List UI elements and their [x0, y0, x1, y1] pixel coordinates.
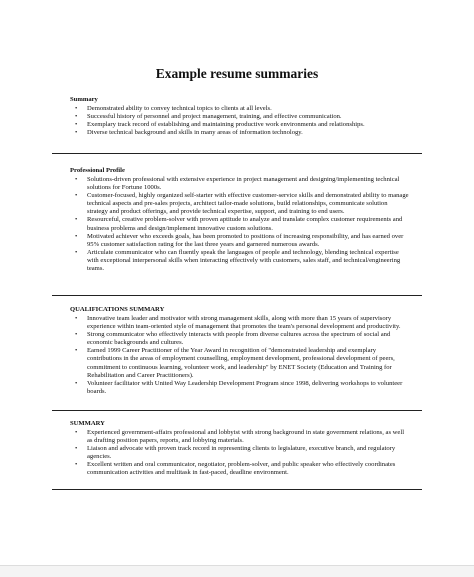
- bullet-icon: •: [75, 232, 78, 240]
- list-item: [70, 105, 410, 113]
- list-item: [70, 461, 410, 477]
- list-item-text: Customer-focused, highly organized self-starter with effective customer-service skills and demonstrated ability to manage technical aspects and pre-sales projects, architect tailor-made solutions, build relationships, communicate solution strategy and product offerings, and provide technical expertise, support, and training to end users.: [87, 192, 409, 216]
- bullet-icon: •: [75, 248, 78, 256]
- list-item-text: Experienced government-affairs professional and lobbyist with strong background in state government relations, as well as drafting position papers, reports, and lobbying materials.: [87, 429, 405, 445]
- list-item-text: Diverse technical background and skills in many areas of information technology.: [87, 129, 303, 137]
- summary-section: [70, 96, 410, 137]
- list-item: [70, 331, 410, 347]
- list-item-text: Exemplary track record of establishing and maintaining productive work environments and relationships.: [87, 121, 365, 129]
- section-divider: [52, 410, 422, 411]
- list-item: [70, 113, 410, 121]
- list-item: [70, 347, 410, 379]
- list-item: [70, 233, 410, 249]
- list-item-text: Motivated achiever who exceeds goals, has been promoted to positions of increasing responsibility, and has earned over 95% customer satisfaction rating for the last three years and garnered numerous awards.: [87, 232, 404, 248]
- bullet-icon: •: [75, 121, 78, 129]
- page-bottom-edge: [0, 565, 474, 577]
- list-item: [70, 176, 410, 192]
- list-item-text: Solutions-driven professional with extensive experience in project management and designing/implementing technical solutions for Fortune 1000s.: [87, 176, 400, 192]
- section-heading: Professional Profile: [70, 167, 125, 174]
- list-item: [70, 380, 410, 396]
- list-item: [70, 315, 410, 331]
- list-item-text: Strong communicator who effectively interacts with people from diverse cultures across the spectrum of social and economic backgrounds and cultures.: [87, 331, 391, 347]
- list-item-text: Earned 1999 Career Practitioner of the Year Award in recognition of "demonstrated leadership and exemplary contributions in the areas of employment counselling, employment development, professional development of peers, commitment to continuous learning, volunteer work, and leadership" by ENET Society (Education and Training for Rehabilitation and Career Practitioners).: [87, 347, 395, 379]
- bullet-icon: •: [75, 315, 78, 322]
- list-item-text: Liaison and advocate with proven track record in representing clients to legislature, executive branch, and regulatory agencies.: [87, 445, 396, 461]
- bullet-icon: •: [75, 192, 78, 200]
- section-heading: SUMMARY: [70, 420, 105, 427]
- bullet-icon: •: [75, 379, 78, 387]
- bullet-icon: •: [75, 216, 78, 224]
- bullet-icon: •: [75, 347, 78, 355]
- list-item-text: Resourceful, creative problem-solver with proven aptitude to analyze and translate complex customer requirements and business problems and design/implement innovative custom solutions.: [87, 216, 403, 232]
- list-item-text: Successful history of personnel and project management, training, and effective communication.: [87, 113, 342, 121]
- section-heading: QUALIFICATIONS SUMMARY: [70, 306, 165, 313]
- list-item: [70, 249, 410, 273]
- section-divider: [52, 489, 422, 490]
- section-divider: [52, 153, 422, 154]
- bullet-icon: •: [75, 105, 78, 112]
- list-item-text: Excellent written and oral communicator, negotiator, problem-solver, and public speaker who effectively coordinates communication activities and multitask in fast-paced, deadline environment.: [87, 461, 396, 477]
- bullet-icon: •: [75, 129, 78, 137]
- qualifications-summary-section: [70, 306, 410, 396]
- list-item-text: Demonstrated ability to convey technical topics to clients at all levels.: [87, 105, 272, 112]
- bullet-icon: •: [75, 176, 78, 183]
- bullet-icon: •: [75, 461, 78, 469]
- list-item: [70, 121, 410, 129]
- list-item-text: Volunteer facilitator with United Way Leadership Development Program since 1998, delivering workshops to volunteer boards.: [87, 379, 403, 395]
- list-item-text: Articulate communicator who can fluently speak the languages of people and technology, blending technical expertise with exceptional interpersonal skills when interacting effectively with customers, sales staff, and technical/engineering teams.: [87, 248, 401, 273]
- government-summary-section: [70, 420, 410, 478]
- list-item: [70, 129, 410, 137]
- bullet-icon: •: [75, 113, 78, 121]
- list-item: [70, 216, 410, 232]
- bullet-icon: •: [75, 429, 78, 436]
- document-title: Example resume summaries: [155, 66, 319, 81]
- list-item: [70, 445, 410, 461]
- list-item-text: Innovative team leader and motivator with strong management skills, along with more than 15 years of supervisory experience within team-oriented style of management that promotes the team's personal development and productivity.: [87, 315, 401, 331]
- section-divider: [52, 295, 422, 296]
- list-item: [70, 192, 410, 216]
- professional-profile-section: [70, 167, 410, 273]
- bullet-icon: •: [75, 445, 78, 453]
- bullet-icon: •: [75, 331, 78, 339]
- list-item: [70, 429, 410, 445]
- section-heading: Summary: [70, 96, 98, 103]
